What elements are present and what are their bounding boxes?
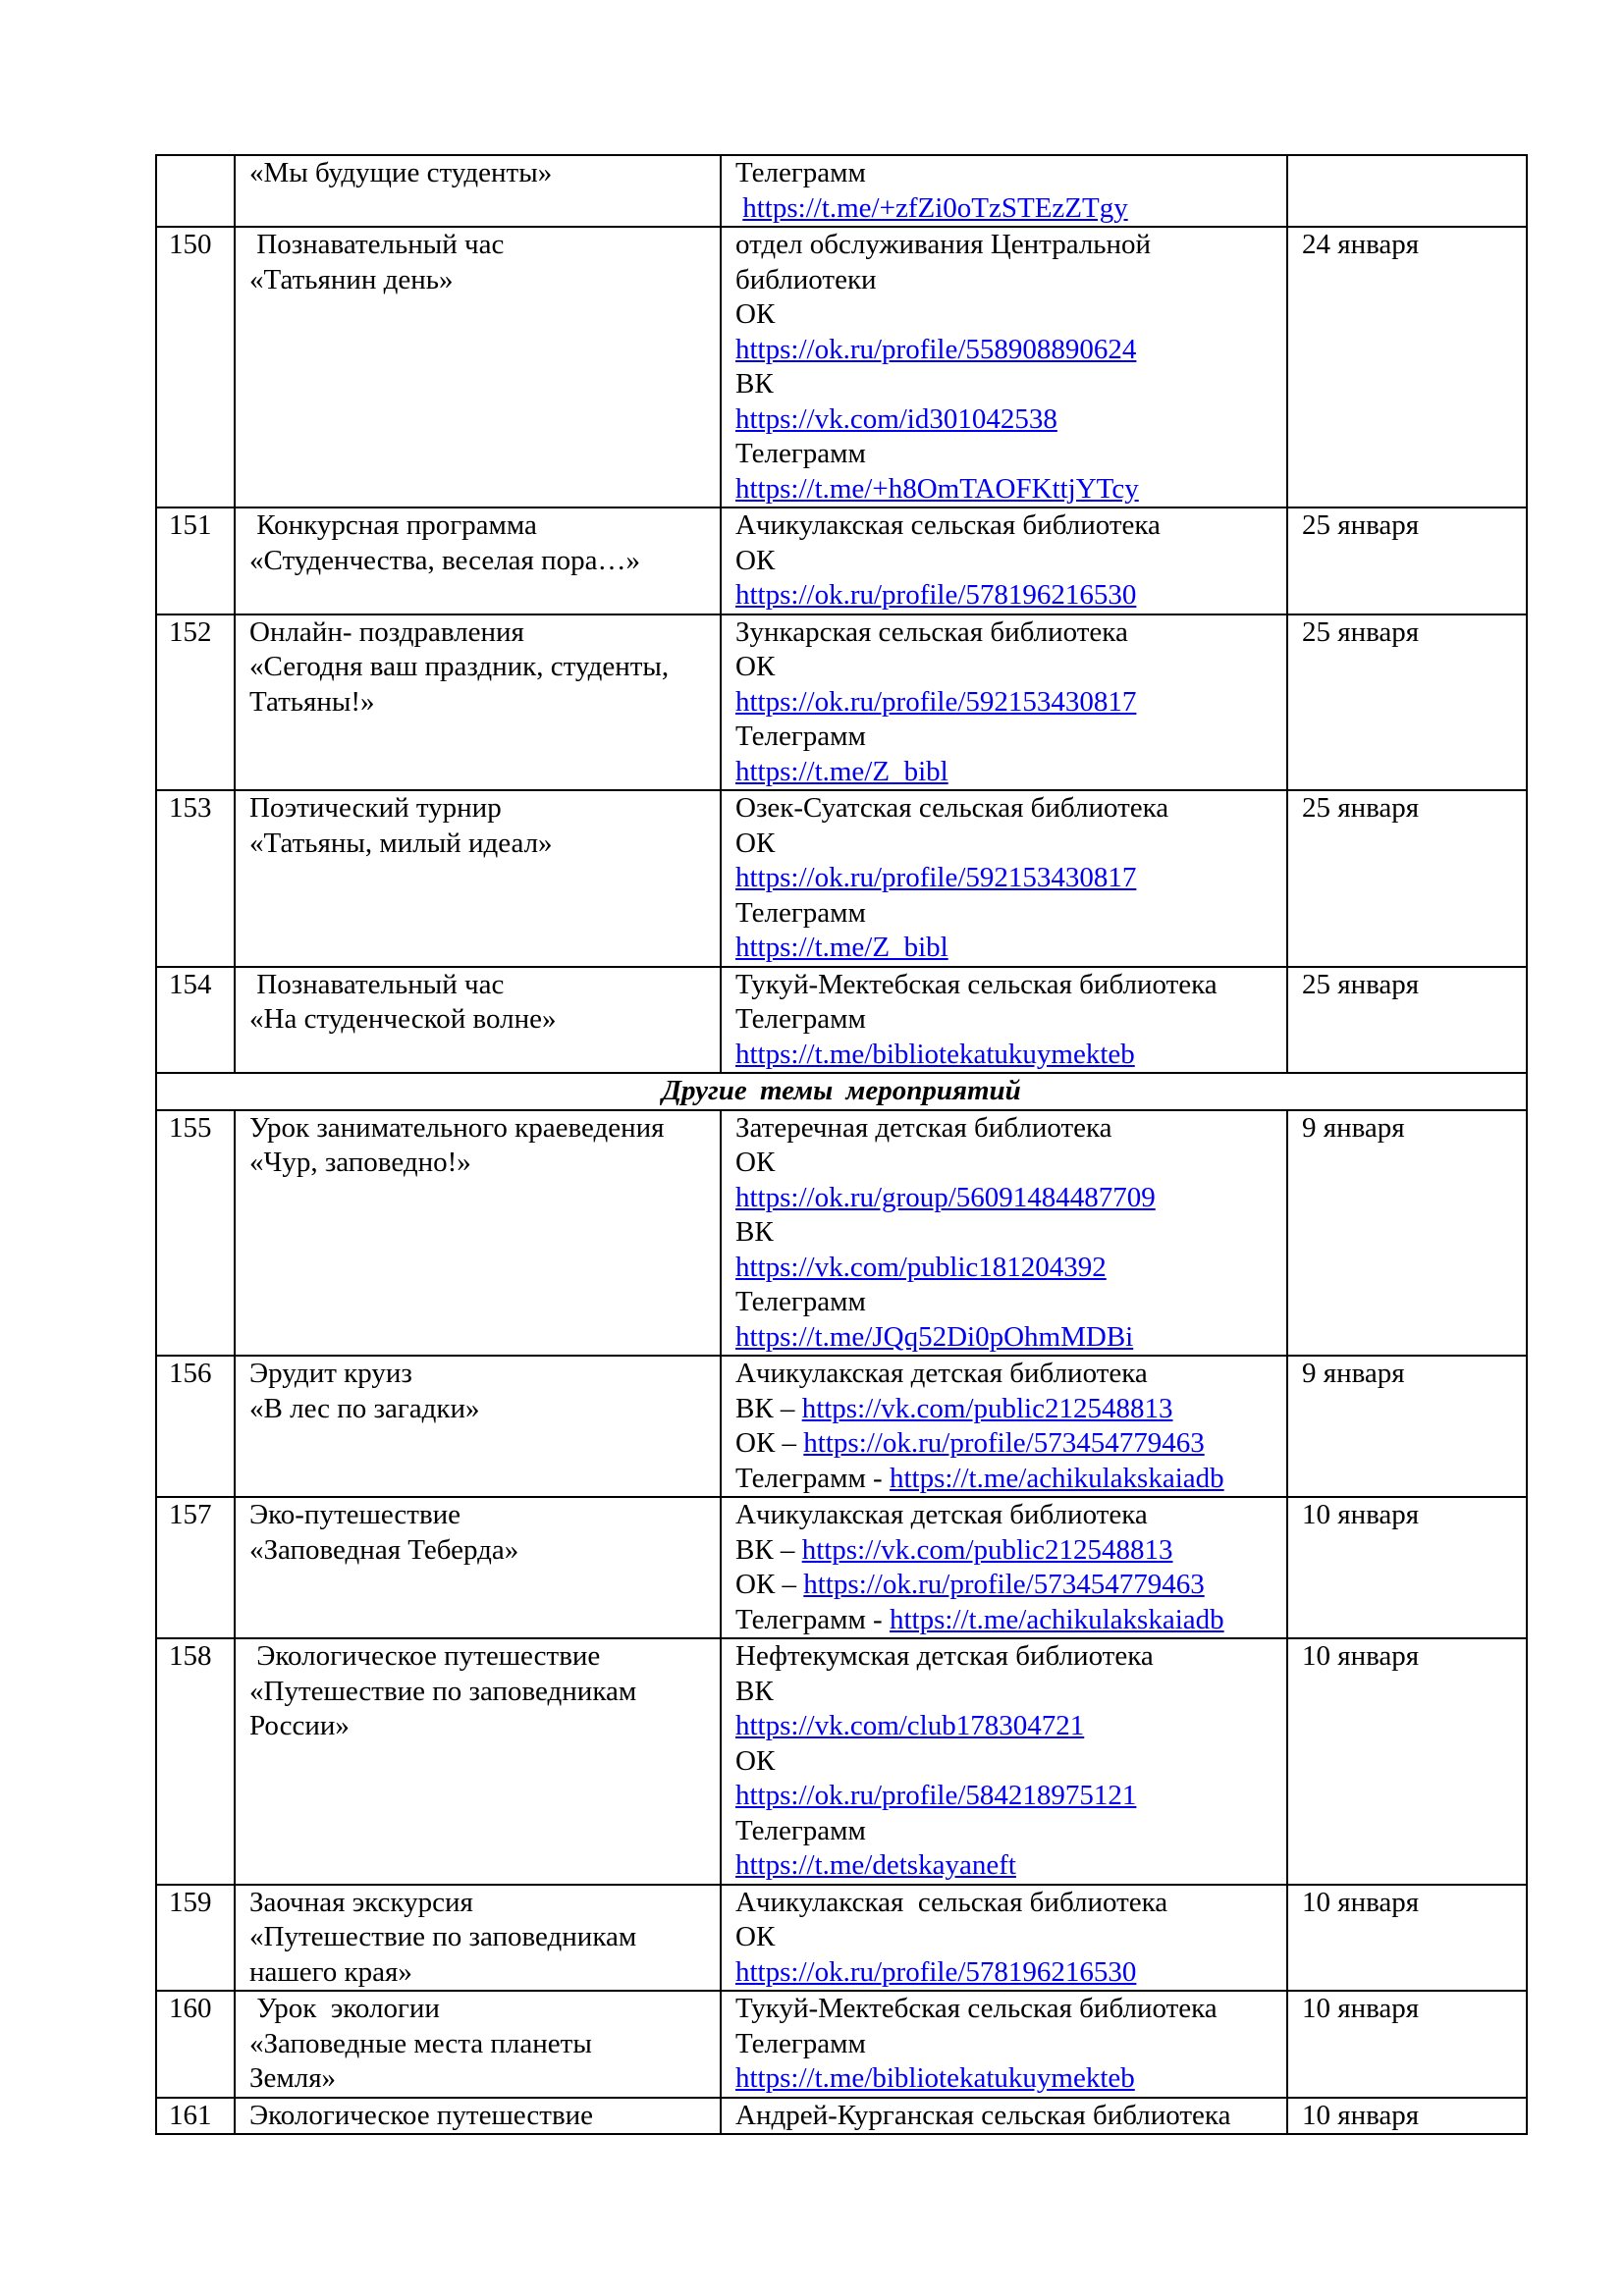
event-place-cell bbox=[721, 1110, 1287, 1357]
event-title-cell bbox=[235, 1638, 721, 1885]
place-text: ОК bbox=[735, 651, 776, 682]
place-line bbox=[735, 1320, 1276, 1356]
place-text: ОК bbox=[735, 544, 776, 576]
social-link[interactable]: https://ok.ru/profile/573454779463 bbox=[803, 1569, 1205, 1600]
place-line bbox=[735, 1603, 1276, 1638]
social-link[interactable]: https://t.me/achikulakskaiadb bbox=[889, 1462, 1224, 1494]
events-table-body-bottom bbox=[156, 1110, 1527, 2135]
place-line bbox=[735, 896, 1276, 932]
event-title-line: «Заповедная Теберда» bbox=[249, 1533, 519, 1566]
place-line bbox=[735, 1251, 1276, 1286]
social-link[interactable]: https://vk.com/club178304721 bbox=[735, 1710, 1085, 1741]
place-line bbox=[735, 931, 1276, 966]
place-line bbox=[735, 1285, 1276, 1320]
event-title-line: Урок экологии bbox=[249, 1993, 440, 2024]
place-line bbox=[735, 1955, 1276, 1991]
social-link[interactable]: https://ok.ru/profile/558908890624 bbox=[735, 333, 1137, 365]
place-line bbox=[735, 402, 1276, 438]
place-text: Тукуй-Мектебская сельская библиотека bbox=[735, 968, 1218, 1000]
place-line bbox=[735, 1675, 1276, 1710]
event-place-cell bbox=[721, 155, 1287, 227]
place-line bbox=[735, 228, 1276, 263]
place-text: Затеречная детская библиотека bbox=[735, 1111, 1112, 1144]
event-title-line: «На студенческой волне» bbox=[249, 1003, 557, 1035]
event-place-cell bbox=[721, 1356, 1287, 1497]
place-line bbox=[735, 1920, 1276, 1955]
place-line bbox=[735, 1181, 1276, 1216]
event-title-line: нашего края» bbox=[249, 1955, 412, 1988]
place-line bbox=[735, 650, 1276, 685]
events-table bbox=[155, 154, 1528, 2135]
place-line bbox=[735, 544, 1276, 579]
social-link[interactable]: https://ok.ru/profile/573454779463 bbox=[803, 1427, 1205, 1459]
events-table-body-top bbox=[156, 155, 1527, 1073]
place-text: Телеграмм bbox=[735, 1814, 866, 1846]
place-text: Андрей-Курганская сельская библиотека bbox=[735, 2099, 1231, 2131]
place-line bbox=[735, 333, 1276, 368]
place-line bbox=[735, 1215, 1276, 1251]
event-title-cell bbox=[235, 1497, 721, 1638]
place-prefix: ОК – bbox=[735, 1427, 804, 1459]
event-title-cell bbox=[235, 227, 721, 507]
event-title-cell bbox=[235, 507, 721, 614]
event-title-cell bbox=[235, 1110, 721, 1357]
event-place-cell bbox=[721, 1638, 1287, 1885]
event-number: 155 bbox=[156, 1110, 235, 1357]
event-number: 161 bbox=[156, 2098, 235, 2135]
place-line bbox=[735, 263, 1276, 298]
event-place-cell bbox=[721, 1497, 1287, 1638]
event-number: 159 bbox=[156, 1885, 235, 1992]
place-line bbox=[735, 1146, 1276, 1181]
table-row bbox=[156, 1110, 1527, 1357]
event-place-cell bbox=[721, 1885, 1287, 1992]
place-text: Телеграмм bbox=[735, 438, 866, 469]
event-title-line: Заочная экскурсия bbox=[249, 1886, 473, 1918]
event-date bbox=[1287, 155, 1527, 227]
place-line bbox=[735, 827, 1276, 862]
event-date: 10 января bbox=[1287, 1885, 1527, 1992]
table-row bbox=[156, 2098, 1527, 2135]
place-line bbox=[735, 1038, 1276, 1073]
table-row bbox=[156, 790, 1527, 967]
section-title: Другие темы мероприятий bbox=[156, 1073, 1527, 1110]
event-title-line: «Татьянин день» bbox=[249, 263, 454, 295]
social-link[interactable]: https://t.me/detskayaneft bbox=[735, 1849, 1016, 1881]
event-title-line: «Заповедные места планеты bbox=[249, 2027, 592, 2059]
social-link[interactable]: https://vk.com/public212548813 bbox=[801, 1533, 1173, 1566]
event-date: 10 января bbox=[1287, 1497, 1527, 1638]
place-text: Озек-Суатская сельская библиотека bbox=[735, 792, 1169, 824]
place-line bbox=[735, 755, 1276, 790]
place-line bbox=[735, 1639, 1276, 1675]
event-number: 157 bbox=[156, 1497, 235, 1638]
place-line bbox=[735, 1886, 1276, 1921]
place-text: ВК bbox=[735, 1675, 774, 1707]
place-line bbox=[735, 685, 1276, 721]
place-prefix: Телеграмм - bbox=[735, 1603, 890, 1635]
place-line bbox=[735, 968, 1276, 1003]
event-title-line: Экологическое путешествие bbox=[249, 1640, 601, 1672]
social-link[interactable]: https://ok.ru/profile/592153430817 bbox=[735, 685, 1137, 718]
event-title-line: «В лес по загадки» bbox=[249, 1392, 480, 1424]
table-row bbox=[156, 967, 1527, 1074]
event-number: 160 bbox=[156, 1991, 235, 2098]
place-line bbox=[735, 720, 1276, 755]
place-line bbox=[735, 1848, 1276, 1884]
table-row bbox=[156, 1885, 1527, 1992]
event-title-line: России» bbox=[249, 1710, 350, 1741]
event-title-line: Познавательный час bbox=[249, 968, 505, 1000]
place-prefix: ВК – bbox=[735, 1533, 802, 1566]
table-row bbox=[156, 1356, 1527, 1497]
event-title-cell bbox=[235, 790, 721, 967]
place-text: Телеграмм bbox=[735, 896, 866, 929]
place-line bbox=[735, 2099, 1276, 2134]
social-link[interactable]: https://t.me/+h8OmTAOFKttjYTcy bbox=[735, 472, 1139, 505]
social-link[interactable]: https://ok.ru/profile/578196216530 bbox=[735, 579, 1137, 611]
place-text: ВК bbox=[735, 368, 774, 400]
place-prefix: ОК – bbox=[735, 1569, 804, 1600]
place-text: ОК bbox=[735, 1921, 776, 1952]
place-line bbox=[735, 1111, 1276, 1147]
place-prefix: Телеграмм - bbox=[735, 1462, 890, 1494]
place-prefix: ВК – bbox=[735, 1392, 802, 1424]
place-text: Телеграмм bbox=[735, 1003, 866, 1035]
event-title-cell bbox=[235, 155, 721, 227]
table-row bbox=[156, 155, 1527, 227]
place-line bbox=[735, 1709, 1276, 1744]
place-line bbox=[735, 578, 1276, 614]
event-title-line: «Сегодня ваш праздник, студенты, bbox=[249, 651, 670, 682]
event-title-line: Эрудит круиз bbox=[249, 1358, 412, 1389]
place-text: Ачикулакская сельская библиотека bbox=[735, 1886, 1168, 1918]
social-link[interactable]: https://t.me/+zfZi0oTzSTEzZTgy bbox=[742, 191, 1128, 224]
place-line bbox=[735, 1002, 1276, 1038]
place-line bbox=[735, 615, 1276, 651]
table-row bbox=[156, 1991, 1527, 2098]
place-line bbox=[735, 508, 1276, 544]
place-line bbox=[735, 2027, 1276, 2062]
social-link[interactable]: https://ok.ru/profile/578196216530 bbox=[735, 1955, 1137, 1988]
event-date: 10 января bbox=[1287, 1638, 1527, 1885]
event-title-line: «Мы будущие студенты» bbox=[249, 157, 553, 188]
event-date: 9 января bbox=[1287, 1356, 1527, 1497]
event-date: 25 января bbox=[1287, 507, 1527, 614]
event-title-line: Эко-путешествие bbox=[249, 1499, 461, 1530]
place-line bbox=[735, 1744, 1276, 1780]
social-link[interactable]: https://ok.ru/group/56091484487709 bbox=[735, 1181, 1156, 1213]
event-title-line: Поэтический турнир bbox=[249, 792, 502, 824]
place-line bbox=[735, 1992, 1276, 2027]
table-row bbox=[156, 1497, 1527, 1638]
social-link[interactable]: https://t.me/achikulakskaiadb bbox=[889, 1603, 1224, 1635]
table-row bbox=[156, 614, 1527, 791]
social-link[interactable]: https://t.me/bibliotekatukuymekteb bbox=[735, 2062, 1135, 2094]
place-line bbox=[735, 191, 1276, 227]
social-link[interactable]: https://t.me/JQq52Di0pOhmMDBi bbox=[735, 1320, 1134, 1353]
table-row bbox=[156, 227, 1527, 507]
place-line bbox=[735, 2061, 1276, 2097]
place-text: Телеграмм bbox=[735, 2027, 866, 2059]
place-line bbox=[735, 437, 1276, 472]
event-number: 154 bbox=[156, 967, 235, 1074]
place-text: библиотеки bbox=[735, 263, 877, 295]
event-place-cell bbox=[721, 967, 1287, 1074]
event-number bbox=[156, 155, 235, 227]
event-title-cell bbox=[235, 614, 721, 791]
event-title-line: Конкурсная программа bbox=[249, 509, 537, 541]
event-place-cell bbox=[721, 507, 1287, 614]
place-line bbox=[735, 1568, 1276, 1603]
event-place-cell bbox=[721, 1991, 1287, 2098]
section-header-row bbox=[156, 1073, 1527, 1110]
place-line bbox=[735, 861, 1276, 896]
place-line bbox=[735, 1498, 1276, 1533]
social-link[interactable]: https://t.me/Z_bibl bbox=[735, 932, 948, 963]
event-number: 151 bbox=[156, 507, 235, 614]
event-number: 153 bbox=[156, 790, 235, 967]
event-date: 25 января bbox=[1287, 790, 1527, 967]
event-title-cell bbox=[235, 1356, 721, 1497]
place-line bbox=[735, 1533, 1276, 1569]
event-date: 24 января bbox=[1287, 227, 1527, 507]
place-line bbox=[735, 297, 1276, 333]
social-link[interactable]: https://ok.ru/profile/592153430817 bbox=[735, 862, 1137, 893]
place-text: Ачикулакская сельская библиотека bbox=[735, 509, 1161, 541]
event-title-line: Экологическое путешествие bbox=[249, 2099, 594, 2131]
event-number: 158 bbox=[156, 1638, 235, 1885]
place-line bbox=[735, 156, 1276, 191]
place-line bbox=[735, 1426, 1276, 1462]
place-text: Нефтекумская детская библиотека bbox=[735, 1640, 1154, 1672]
event-title-line: «Татьяны, милый идеал» bbox=[249, 827, 553, 859]
event-number: 152 bbox=[156, 614, 235, 791]
event-place-cell bbox=[721, 614, 1287, 791]
event-date: 25 января bbox=[1287, 967, 1527, 1074]
place-line bbox=[735, 1392, 1276, 1427]
event-date: 10 января bbox=[1287, 1991, 1527, 2098]
place-text: Телеграмм bbox=[735, 721, 866, 752]
section-header-body bbox=[156, 1073, 1527, 1110]
social-link[interactable]: https://t.me/Z_bibl bbox=[735, 755, 948, 787]
place-text: ОК bbox=[735, 298, 776, 330]
social-link[interactable]: https://vk.com/id301042538 bbox=[735, 402, 1057, 435]
event-title-line: Земля» bbox=[249, 2062, 337, 2094]
place-text: Телеграмм bbox=[735, 1286, 866, 1317]
event-number: 156 bbox=[156, 1356, 235, 1497]
place-line bbox=[735, 791, 1276, 827]
event-title-cell bbox=[235, 1885, 721, 1992]
event-place-cell bbox=[721, 227, 1287, 507]
place-line bbox=[735, 1462, 1276, 1497]
event-date: 10 января bbox=[1287, 2098, 1527, 2135]
place-text: ВК bbox=[735, 1216, 774, 1248]
event-title-cell bbox=[235, 2098, 721, 2135]
place-line bbox=[735, 1779, 1276, 1814]
event-title-line: «Чур, заповедно!» bbox=[249, 1147, 471, 1178]
place-text: ОК bbox=[735, 1744, 776, 1777]
place-text: Тукуй-Мектебская сельская библиотека bbox=[735, 1993, 1218, 2024]
event-place-cell bbox=[721, 2098, 1287, 2135]
event-title-line: Познавательный час bbox=[249, 229, 505, 260]
event-title-line: Онлайн- поздравления bbox=[249, 615, 524, 648]
place-line bbox=[735, 367, 1276, 402]
place-text: Зункарская сельская библиотека bbox=[735, 615, 1128, 648]
social-link[interactable]: https://vk.com/public212548813 bbox=[801, 1392, 1173, 1424]
social-link[interactable]: https://vk.com/public181204392 bbox=[735, 1251, 1107, 1283]
social-link[interactable]: https://t.me/bibliotekatukuymekteb bbox=[735, 1038, 1135, 1070]
event-title-line: «Студенчества, веселая пора…» bbox=[249, 544, 641, 576]
place-text: Телеграмм bbox=[735, 157, 866, 188]
place-line bbox=[735, 1357, 1276, 1392]
event-date: 9 января bbox=[1287, 1110, 1527, 1357]
event-title-cell bbox=[235, 967, 721, 1074]
place-text: ОК bbox=[735, 1147, 776, 1178]
place-line bbox=[735, 1814, 1276, 1849]
event-title-line: «Путешествие по заповедникам bbox=[249, 1675, 637, 1707]
event-date: 25 января bbox=[1287, 614, 1527, 791]
place-text: Ачикулакская детская библиотека bbox=[735, 1499, 1148, 1530]
event-place-cell bbox=[721, 790, 1287, 967]
table-row bbox=[156, 507, 1527, 614]
social-link[interactable]: https://ok.ru/profile/584218975121 bbox=[735, 1780, 1137, 1811]
place-text: отдел обслуживания Центральной bbox=[735, 229, 1152, 260]
event-title-line: Татьяны!» bbox=[249, 685, 375, 718]
event-number: 150 bbox=[156, 227, 235, 507]
place-text: Ачикулакская детская библиотека bbox=[735, 1358, 1148, 1389]
table-row bbox=[156, 1638, 1527, 1885]
event-title-line: Урок занимательного краеведения bbox=[249, 1111, 665, 1144]
event-title-cell bbox=[235, 1991, 721, 2098]
place-text: ОК bbox=[735, 827, 776, 859]
place-line bbox=[735, 472, 1276, 507]
event-title-line: «Путешествие по заповедникам bbox=[249, 1921, 637, 1952]
